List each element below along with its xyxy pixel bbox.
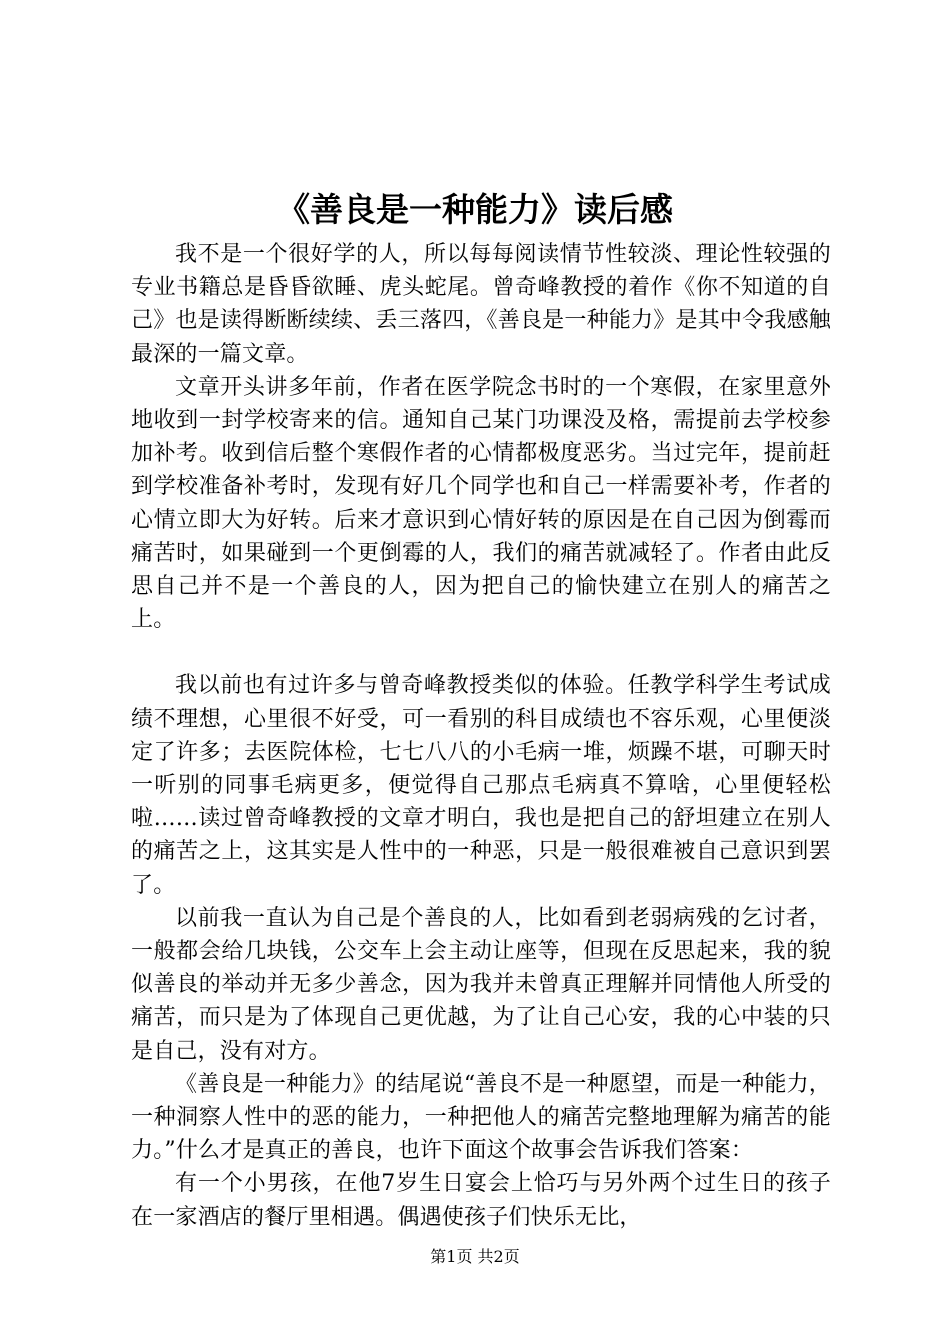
paragraph-2: 文章开头讲多年前，作者在医学院念书时的一个寒假，在家里意外地收到一封学校寄来的信。通知自己某门功课没及格，需提前去学校参加补考。收到信后整个寒假作者的心情都极度恶劣。当过完年，提前赶到学校准备补考时，发现有好几个同学也和自己一样需要补考，作者的心情立即大为好转。后来才意识到心情好转的原因是在自己因为倒霉而痛苦时，如果碰到一个更倒霉的人，我们的痛苦就减轻了。作者由此反思自己并不是一个善良的人，因为把自己的愉快建立在别人的痛苦之上。: [131, 374, 831, 633]
paragraph-4: 以前我一直认为自己是个善良的人，比如看到老弱病残的乞讨者，一般都会给几块钱，公交车上会主动让座等，但现在反思起来，我的貌似善良的举动并无多少善念，因为我并未曾真正理解并同情他人所受的痛苦，而只是为了体现自己更优越，为了让自己心安，我的心中装的只是自己，没有对方。: [131, 905, 831, 1064]
paragraph-6: 有一个小男孩，在他7岁生日宴会上恰巧与另外两个过生日的孩子在一家酒店的餐厅里相遇。偶遇使孩子们快乐无比，: [131, 1171, 831, 1230]
document-body: [131, 238, 831, 1234]
paragraph-1: 我不是一个很好学的人，所以每每阅读情节性较淡、理论性较强的专业书籍总是昏昏欲睡、虎头蛇尾。曾奇峰教授的着作《你不知道的自己》也是读得断断续续、丢三落四，《善良是一种能力》是其中令我感触最深的一篇文章。: [131, 242, 831, 367]
document-title: 《善良是一种能力》读后感: [277, 190, 673, 229]
paragraph-5: 《善良是一种能力》的结尾说“善良不是一种愿望，而是一种能力，一种洞察人性中的恶的能力，一种把他人的痛苦完整地理解为痛苦的能力。”什么才是真正的善良，也许下面这个故事会告诉我们答案：: [131, 1071, 831, 1164]
page-footer: 第1页 共2页: [430, 1247, 520, 1266]
paragraph-3: 我以前也有过许多与曾奇峰教授类似的体验。任教学科学生考试成绩不理想，心里很不好受，可一看别的科目成绩也不容乐观，心里便淡定了许多；去医院体检，七七八八的小毛病一堆，烦躁不堪，可聊天时一听别的同事毛病更多，便觉得自己那点毛病真不算啥，心里便轻松啦……读过曾奇峰教授的文章才明白，我也是把自己的舒坦建立在别人的痛苦之上，这其实是人性中的一种恶，只是一般很难被自己意识到罢了。: [131, 673, 831, 898]
